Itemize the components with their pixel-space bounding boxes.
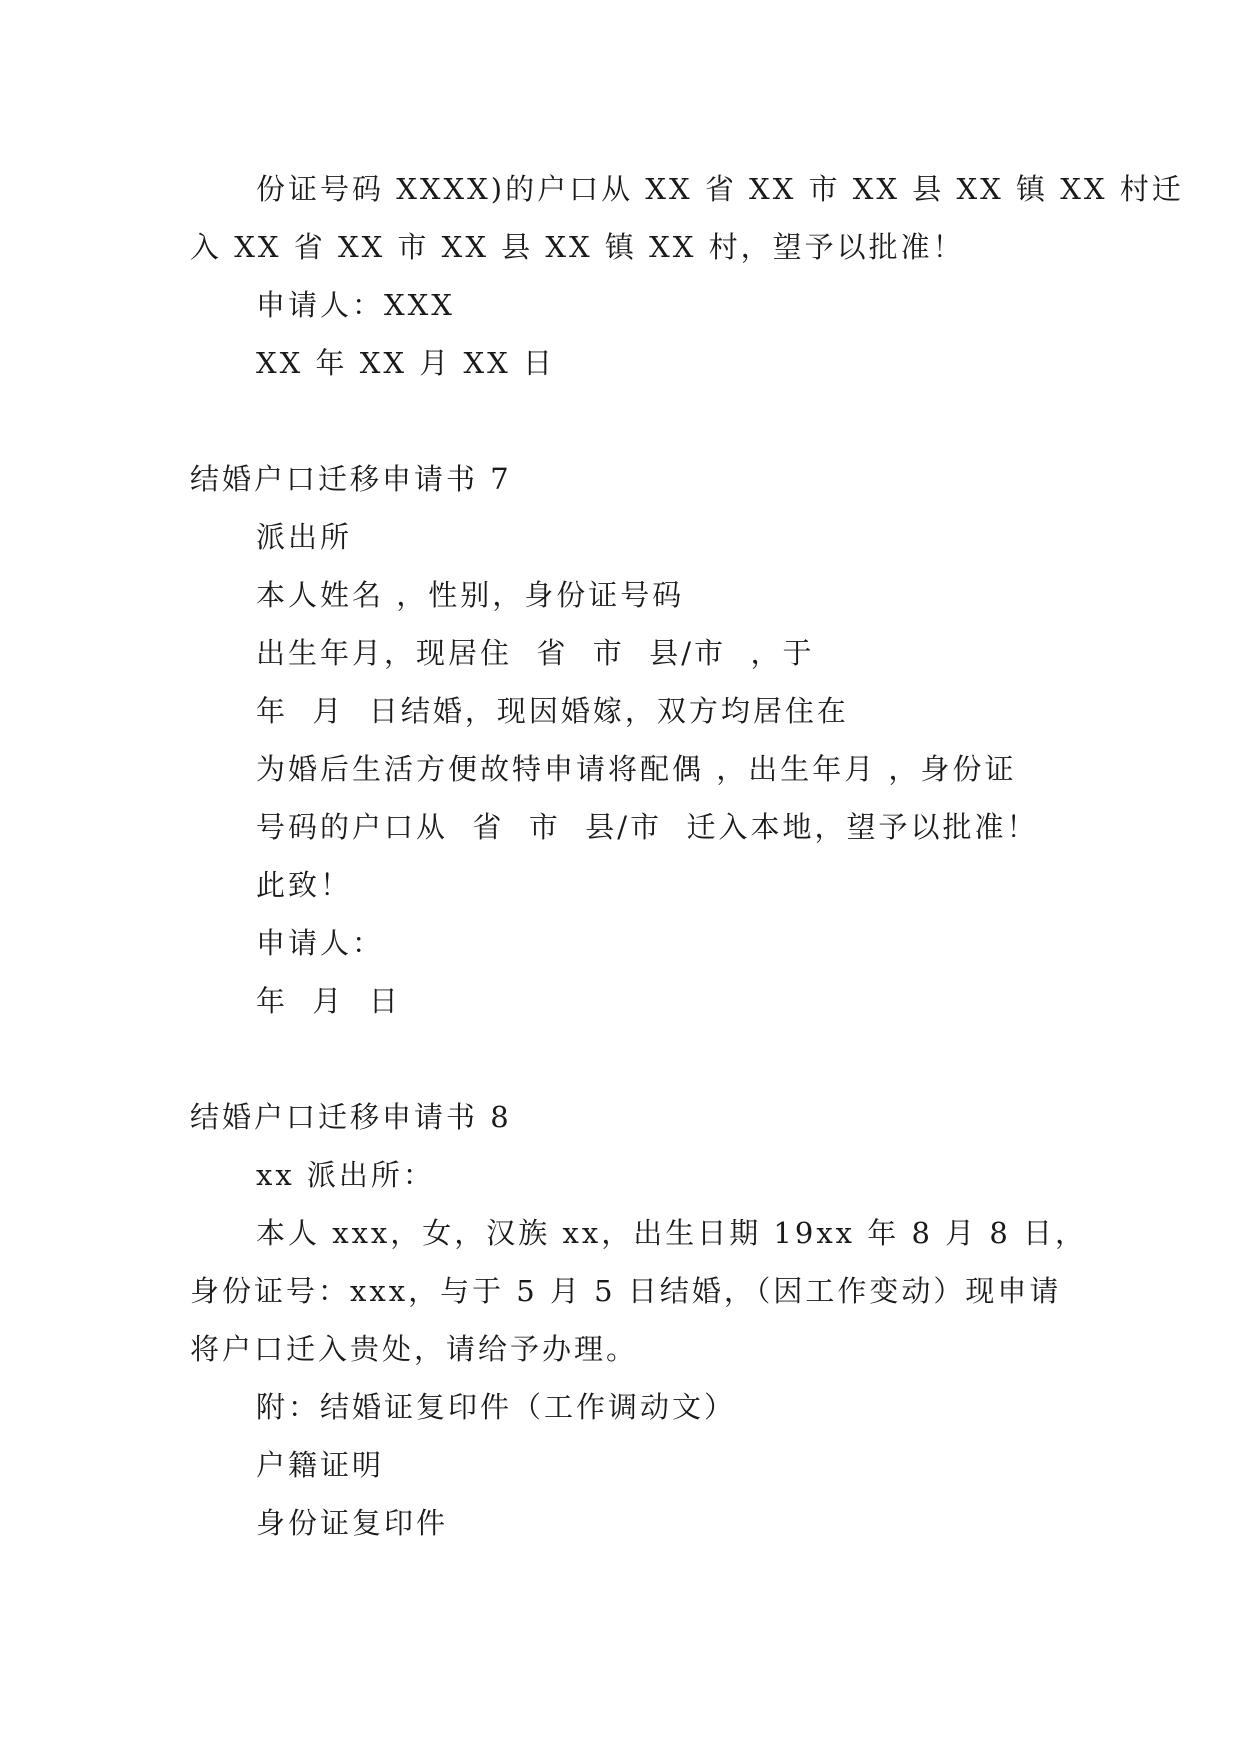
section7-closing: 此致！ <box>256 868 353 902</box>
section8-attachment: 附：结婚证复印件（工作调动文） <box>256 1390 737 1424</box>
section7-title: 结婚户口迁移申请书 7 <box>190 462 512 496</box>
section7-line: 派出所 <box>256 520 353 554</box>
section7-line: 出生年月，现居住 省 市 县/市 ，于 <box>256 636 815 670</box>
section7-line: 号码的户口从 省 市 县/市 迁入本地，望予以批准！ <box>256 810 1039 844</box>
prev-date: XX 年 XX 月 XX 日 <box>256 346 555 380</box>
section-spacer <box>190 1030 1056 1088</box>
section8-title: 结婚户口迁移申请书 8 <box>190 1100 512 1134</box>
section8-body-line-1: 本人 xxx，女，汉族 xx，出生日期 19xx 年 8 月 8 日， <box>256 1216 1088 1250</box>
section7-line: 本人姓名 ，性别，身份证号码 <box>256 578 685 612</box>
prev-applicant: 申请人：XXX <box>256 288 455 322</box>
section8-recipient: xx 派出所： <box>256 1158 435 1192</box>
document-body <box>190 160 1184 1552</box>
prev-body-line-1: 份证号码 XXXX)的户口从 XX 省 XX 市 XX 县 XX 镇 XX 村迁 <box>256 172 1184 206</box>
section-spacer <box>190 392 1056 450</box>
section8-body-line-2: 身份证号：xxx，与于 5 月 5 日结婚，（因工作变动）现申请 <box>190 1274 1062 1308</box>
section7-applicant: 申请人： <box>256 926 385 960</box>
prev-body-line-2: 入 XX 省 XX 市 XX 县 XX 镇 XX 村，望予以批准！ <box>190 230 965 264</box>
section8-attachment: 身份证复印件 <box>256 1506 449 1540</box>
section7-line: 为婚后生活方便故特申请将配偶 ，出生年月 ，身份证 <box>256 752 1017 786</box>
section8-attachment: 户籍证明 <box>256 1448 385 1482</box>
section8-body-line-3: 将户口迁入贵处，请给予办理。 <box>190 1332 639 1366</box>
section7-date: 年 月 日 <box>256 984 401 1018</box>
section7-line: 年 月 日结婚，现因婚嫁，双方均居住在 <box>256 694 849 728</box>
